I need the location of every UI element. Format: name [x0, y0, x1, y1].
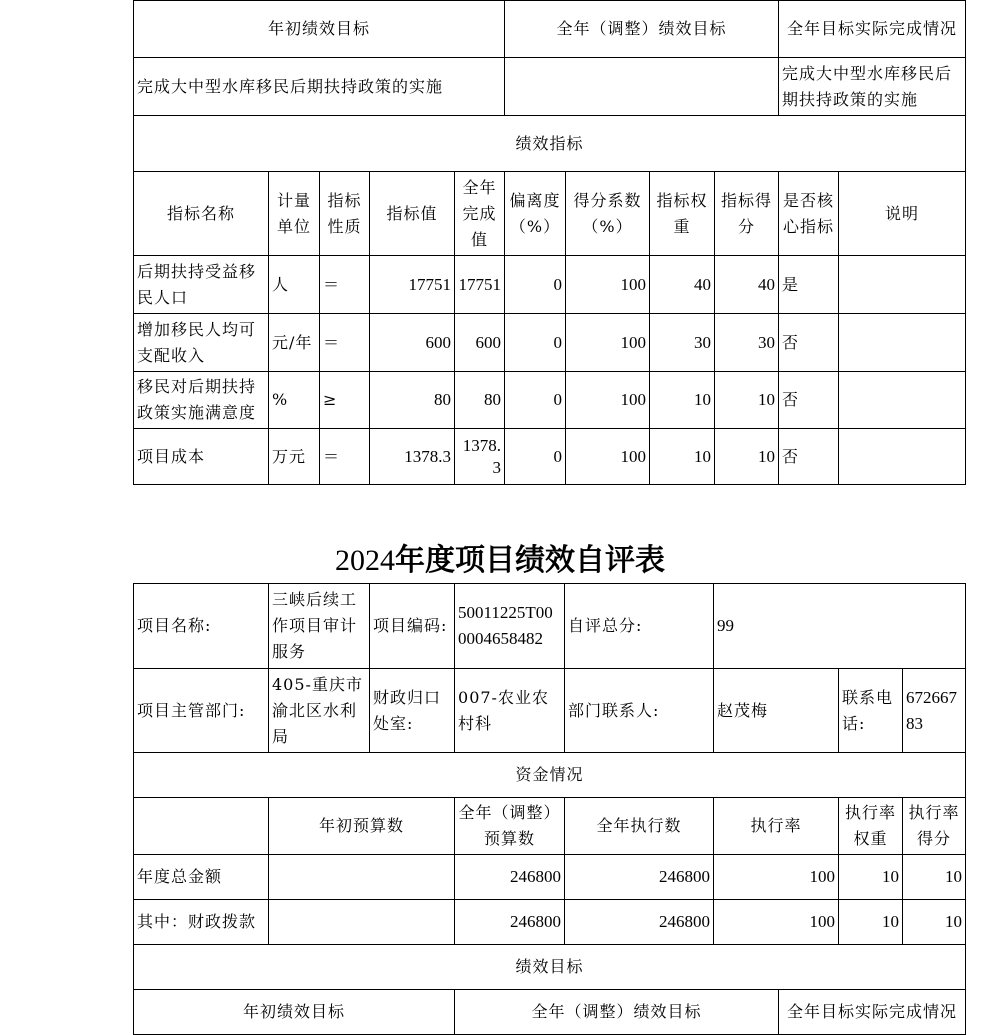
indicator-note — [839, 314, 966, 372]
funds-header-initial: 年初预算数 — [269, 798, 455, 855]
contact-label: 部门联系人: — [565, 669, 714, 753]
dept-label: 项目主管部门: — [134, 669, 269, 753]
indicator-score: 40 — [715, 256, 779, 314]
indicator-row — [134, 372, 966, 429]
goals-section-title: 绩效目标 — [134, 945, 966, 990]
funds-row — [134, 900, 966, 945]
indicator-actual: 80 — [455, 372, 505, 429]
indicator-name: 增加移民人均可支配收入 — [134, 314, 269, 372]
indicator-actual: 17751 — [455, 256, 505, 314]
header-actual: 全年完成值 — [455, 172, 505, 256]
indicator-nature: ≥ — [320, 372, 370, 429]
goal-initial-cell: 完成大中型水库移民后期扶持政策的实施 — [134, 58, 505, 116]
header-core: 是否核心指标 — [779, 172, 839, 256]
indicator-score: 10 — [715, 429, 779, 485]
office-value: 007-农业农村科 — [455, 669, 565, 753]
indicator-actual: 1378.3 — [455, 429, 505, 485]
project-self-evaluation-table — [133, 583, 966, 1035]
contact-value: 赵茂梅 — [714, 669, 839, 753]
indicators-section-title: 绩效指标 — [134, 116, 966, 172]
indicator-coefficient: 100 — [566, 314, 650, 372]
goal-header-adjusted: 全年（调整）绩效目标 — [505, 1, 779, 58]
indicator-deviation: 0 — [505, 256, 566, 314]
funds-weight: 10 — [839, 900, 903, 945]
page-title — [0, 535, 1000, 579]
funds-executed: 246800 — [565, 900, 714, 945]
self-score-label: 自评总分: — [565, 584, 714, 669]
indicator-weight: 30 — [650, 314, 715, 372]
indicator-name: 后期扶持受益移民人口 — [134, 256, 269, 314]
funds-rate: 100 — [714, 855, 839, 900]
funds-header-executed: 全年执行数 — [565, 798, 714, 855]
header-indicator-name: 指标名称 — [134, 172, 269, 256]
funds-initial — [269, 855, 455, 900]
self-score-value: 99 — [714, 584, 966, 669]
indicator-row — [134, 429, 966, 485]
indicator-target: 80 — [370, 372, 455, 429]
goal-header-initial: 年初绩效目标 — [134, 1, 505, 58]
funds-adjusted: 246800 — [455, 900, 565, 945]
header-score: 指标得分 — [715, 172, 779, 256]
goal-actual-cell: 完成大中型水库移民后期扶持政策的实施 — [779, 58, 966, 116]
performance-indicators-table — [133, 0, 966, 485]
indicator-weight: 10 — [650, 372, 715, 429]
indicator-core: 否 — [779, 314, 839, 372]
funds-row-label: 其中：财政拨款 — [134, 900, 269, 945]
indicator-core: 是 — [779, 256, 839, 314]
indicator-coefficient: 100 — [566, 429, 650, 485]
indicator-deviation: 0 — [505, 314, 566, 372]
indicator-row — [134, 314, 966, 372]
indicator-coefficient: 100 — [566, 256, 650, 314]
header-target: 指标值 — [370, 172, 455, 256]
indicator-weight: 40 — [650, 256, 715, 314]
indicator-actual: 600 — [455, 314, 505, 372]
funds-header-score: 执行率得分 — [903, 798, 966, 855]
indicator-note — [839, 256, 966, 314]
funds-header-adjusted: 全年（调整）预算数 — [455, 798, 565, 855]
indicator-nature: ＝ — [320, 314, 370, 372]
header-note: 说明 — [839, 172, 966, 256]
indicator-target: 600 — [370, 314, 455, 372]
indicator-deviation: 0 — [505, 429, 566, 485]
indicator-coefficient: 100 — [566, 372, 650, 429]
goal-header-initial: 年初绩效目标 — [134, 990, 455, 1035]
indicator-row — [134, 256, 966, 314]
indicator-nature: ＝ — [320, 429, 370, 485]
indicator-note — [839, 372, 966, 429]
indicator-core: 否 — [779, 429, 839, 485]
title-text: 年度项目绩效自评表 — [395, 544, 665, 577]
header-unit: 计量单位 — [269, 172, 320, 256]
indicator-core: 否 — [779, 372, 839, 429]
funds-header-rate: 执行率 — [714, 798, 839, 855]
funds-executed: 246800 — [565, 855, 714, 900]
indicator-target: 17751 — [370, 256, 455, 314]
indicator-name: 项目成本 — [134, 429, 269, 485]
funds-row — [134, 855, 966, 900]
office-label: 财政归口处室: — [370, 669, 455, 753]
funds-adjusted: 246800 — [455, 855, 565, 900]
phone-value: 67266783 — [903, 669, 966, 753]
indicator-unit: 万元 — [269, 429, 320, 485]
goal-header-adjusted: 全年（调整）绩效目标 — [455, 990, 779, 1035]
funds-row-label: 年度总金额 — [134, 855, 269, 900]
indicator-unit: 人 — [269, 256, 320, 314]
title-year: 2024 — [335, 544, 395, 577]
header-deviation: 偏离度（%） — [505, 172, 566, 256]
project-name-value: 三峡后续工作项目审计服务 — [269, 584, 370, 669]
indicator-deviation: 0 — [505, 372, 566, 429]
goal-header-actual: 全年目标实际完成情况 — [779, 1, 966, 58]
header-weight: 指标权重 — [650, 172, 715, 256]
indicator-name: 移民对后期扶持政策实施满意度 — [134, 372, 269, 429]
indicator-unit: 元/年 — [269, 314, 320, 372]
indicator-target: 1378.3 — [370, 429, 455, 485]
indicator-score: 10 — [715, 372, 779, 429]
funds-rate: 100 — [714, 900, 839, 945]
funds-score: 10 — [903, 855, 966, 900]
funds-initial — [269, 900, 455, 945]
goal-adjusted-cell — [505, 58, 779, 116]
header-nature: 指标性质 — [320, 172, 370, 256]
funds-weight: 10 — [839, 855, 903, 900]
funds-score: 10 — [903, 900, 966, 945]
phone-label: 联系电话: — [839, 669, 903, 753]
funds-section-title: 资金情况 — [134, 753, 966, 798]
dept-value: 405-重庆市渝北区水利局 — [269, 669, 370, 753]
goal-header-actual: 全年目标实际完成情况 — [779, 990, 966, 1035]
indicator-score: 30 — [715, 314, 779, 372]
indicator-nature: ＝ — [320, 256, 370, 314]
funds-header-blank — [134, 798, 269, 855]
project-name-label: 项目名称: — [134, 584, 269, 669]
indicator-unit: % — [269, 372, 320, 429]
project-code-label: 项目编码: — [370, 584, 455, 669]
project-code-value: 50011225T000004658482 — [455, 584, 565, 669]
indicator-weight: 10 — [650, 429, 715, 485]
indicator-note — [839, 429, 966, 485]
funds-header-weight: 执行率权重 — [839, 798, 903, 855]
header-coefficient: 得分系数（%） — [566, 172, 650, 256]
